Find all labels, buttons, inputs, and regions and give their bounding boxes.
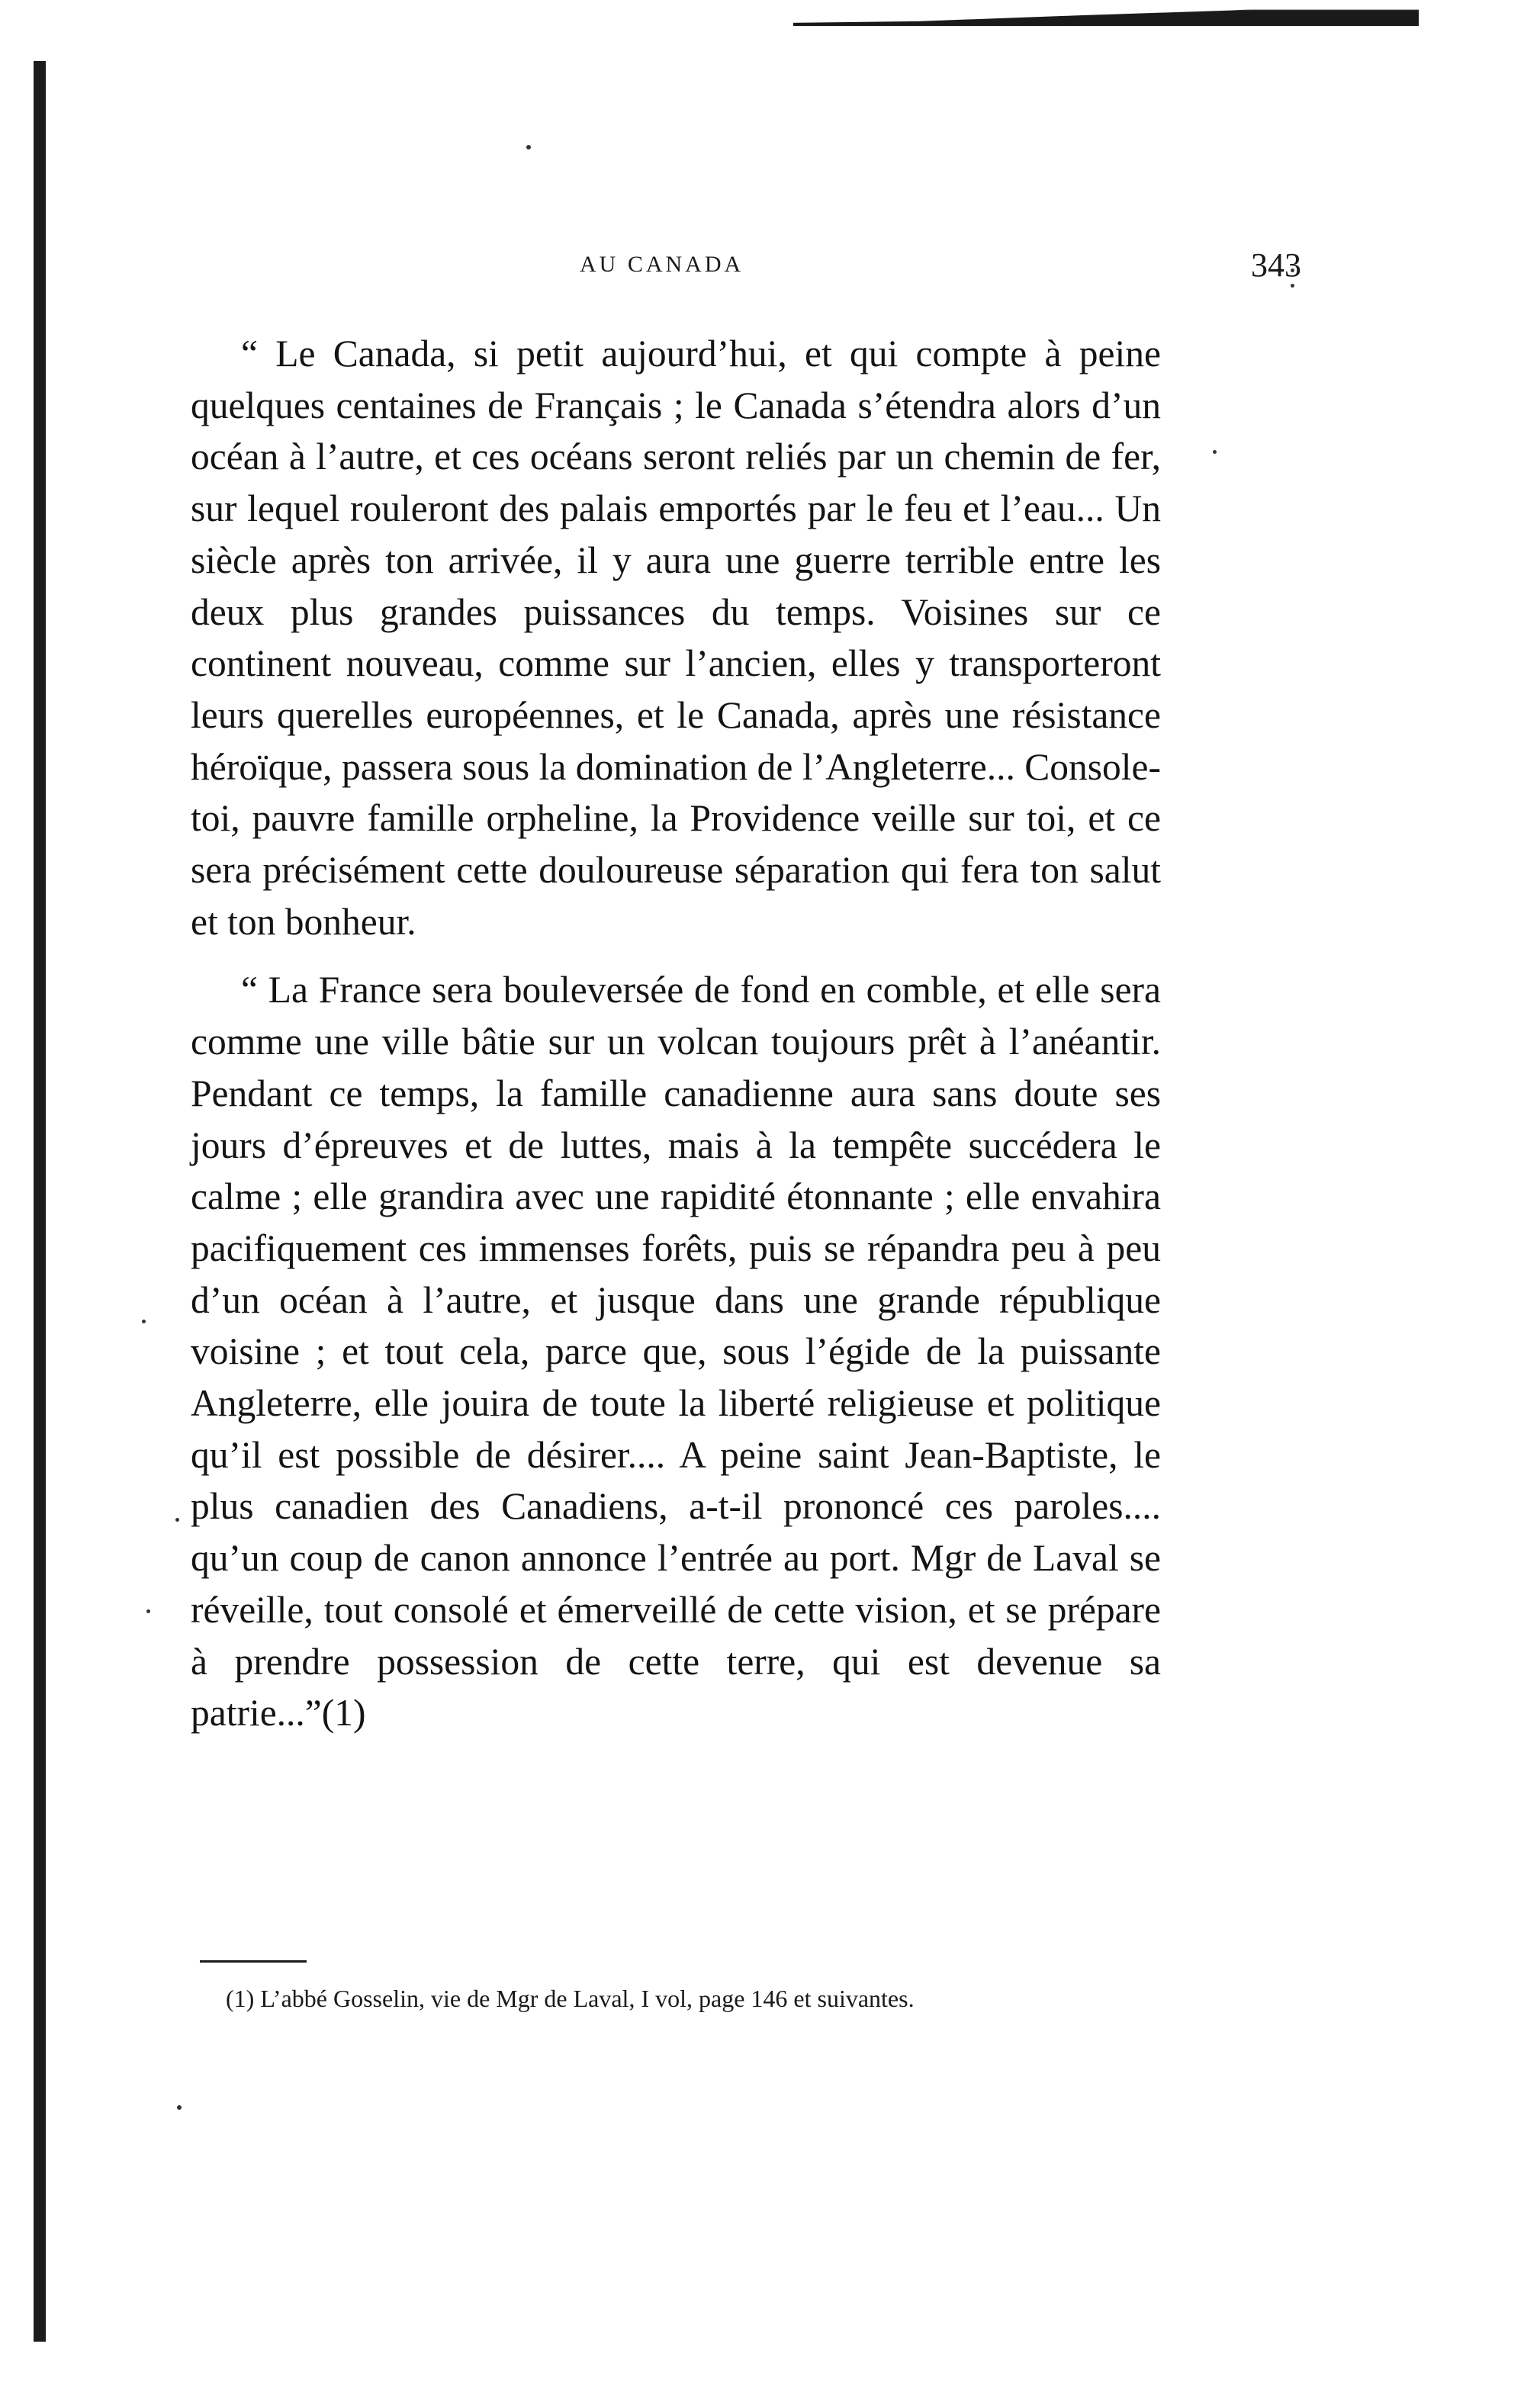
scan-edge-mark bbox=[793, 0, 1419, 26]
running-title: AU CANADA bbox=[580, 252, 744, 277]
scan-speck bbox=[175, 1518, 179, 1522]
scan-speck bbox=[142, 1320, 146, 1323]
paragraph: “ La France sera bouleversée de fond en comble, et elle sera comme une ville bâtie sur un volcan toujours prêt à l’anéantir. Pendant ce temps, la famille canadienne aura sans doute ses jours d’épreuves et de luttes, mais à la tempête succédera le calme ; elle grandira avec une rapidité étonnante ; elle envahira pacifiquement ces immenses forêts, puis se répandra peu à peu d’un océan à l’autre, et jusque dans une grande république voisine ; et tout cela, parce que, sous l’égide de la puissante Angleterre, elle jouira de toute la liberté religieuse et politique qu’il est possible de désirer.... A peine saint Jean-Baptiste, le plus canadien des Canadiens, a-t-il prononcé ces paroles.... qu’un coup de canon annonce l’entrée au port. Mgr de Laval se réveille, tout consolé et émerveillé de cette vision, et se prépare à prendre possession de cette terre, qui est devenue sa patrie...”(1) bbox=[191, 969, 1161, 1735]
body-text bbox=[191, 328, 1161, 1739]
scan-speck bbox=[146, 1609, 150, 1613]
scan-speck bbox=[1213, 450, 1217, 454]
scan-speck bbox=[526, 145, 531, 150]
paragraph: “ Le Canada, si petit aujourd’hui, et qui compte à peine quelques centaines de Français ; le Canada s’étendra alors d’un océan à l’autre, et ces océans seront reliés par un chemin de fer, sur lequel rouleront des palais emportés par le feu et l’eau... Un siècle après ton arrivée, il y aura une guerre terrible entre les deux plus grandes puissances du temps. Voisines sur ce continent nouveau, comme sur l’ancien, elles y transporteront leurs querelles européennes, et le Canada, après une résistance héroïque, passera sous la domination de l’Angleterre... Console-toi, pauvre famille orpheline, la Providence veille sur toi, et ce sera précisément cette douloureuse séparation qui fera ton salut et ton bonheur. bbox=[191, 333, 1161, 943]
footnote: (1) L’abbé Gosselin, vie de Mgr de Laval, I vol, page 146 et suivantes. bbox=[226, 1985, 915, 2012]
page-number: 343 bbox=[1251, 246, 1301, 284]
footnote-divider bbox=[200, 1960, 307, 1963]
scan-speck bbox=[177, 2105, 182, 2110]
scan-binding-shadow bbox=[34, 61, 46, 2342]
